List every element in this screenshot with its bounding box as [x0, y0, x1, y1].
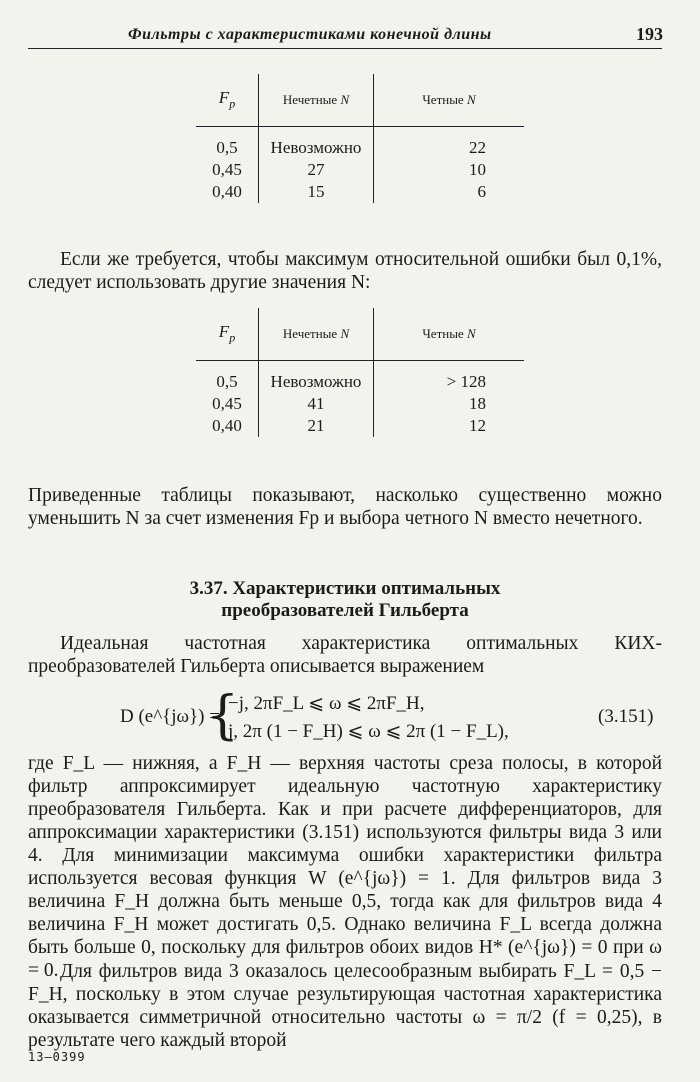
paragraph-after-tables: Приведенные таблицы показывают, насколько существенно можно уменьшить N за счет изменения Fp и выбора четного N вместо нечетного. — [28, 485, 662, 529]
cell-even: 18 — [374, 393, 525, 415]
section-heading-line-1: 3.37. Характеристики оптимальных — [189, 578, 501, 599]
table-row — [196, 127, 524, 160]
equation-number: (3.151) — [598, 706, 654, 727]
column-header-even-n: Четные N — [374, 74, 525, 127]
equation-case-2: j, 2π (1 − F_H) ⩽ ω ⩽ 2π (1 − F_L), — [228, 721, 509, 742]
cell-fp: 0,5 — [216, 372, 238, 391]
cell-fp: 0,45 — [212, 394, 242, 413]
header-rule — [28, 48, 662, 49]
cell-odd: Невозможно — [259, 127, 374, 160]
cell-odd: 21 — [259, 415, 374, 437]
column-header-odd-n: Нечетные N — [259, 74, 374, 127]
cell-fp: 0,40 — [212, 416, 242, 435]
table-header-row — [196, 308, 524, 361]
table-fp-n-1 — [196, 74, 524, 203]
signature-mark: 13—0399 — [28, 1050, 86, 1064]
cell-fp: 0,5 — [216, 138, 238, 157]
paragraph-intro: Идеальная частотная характеристика оптимальных КИХ-преобразователей Гильберта описывается выражением — [28, 633, 662, 677]
equation-lhs: D (e^{jω}) = — [120, 706, 220, 727]
cell-fp: 0,45 — [212, 160, 242, 179]
cell-odd: 41 — [259, 393, 374, 415]
section-heading-line-2: преобразователей Гильберта — [221, 600, 469, 621]
cell-even: 12 — [374, 415, 525, 437]
table-row — [196, 415, 524, 437]
page-number: 193 — [636, 24, 663, 44]
cell-even: 6 — [374, 181, 525, 203]
column-header-even-n: Четные N — [374, 308, 525, 361]
paragraph-last: Для фильтров вида 3 оказалось целесообразным выбирать F_L = 0,5 − F_H, поскольку в этом случае результирующая частотная характеристика оказывается симметричной относительно частоты ω = π/2 (f = 0,25), в результате чего каждый второй — [28, 961, 662, 1051]
table-row — [196, 361, 524, 394]
table-fp-n-2 — [196, 308, 524, 437]
running-header-title: Фильтры с характеристиками конечной длины — [128, 26, 492, 43]
column-header-fp: $F_p$ — [196, 74, 259, 127]
column-header-odd-n: Нечетные N — [259, 308, 374, 361]
cell-odd: Невозможно — [259, 361, 374, 394]
paragraph-between-tables: Если же требуется, чтобы максимум относительной ошибки был 0,1%, следует использовать другие значения N: — [28, 249, 662, 293]
table-row — [196, 393, 524, 415]
equation-case-1: −j, 2πF_L ⩽ ω ⩽ 2πF_H, — [228, 693, 425, 714]
cell-even: 22 — [374, 127, 525, 160]
table-row — [196, 181, 524, 203]
cell-odd: 15 — [259, 181, 374, 203]
equation-3-151 — [120, 686, 660, 748]
cell-even: 10 — [374, 159, 525, 181]
column-header-fp: $F_p$ — [196, 308, 259, 361]
table-header-row — [196, 74, 524, 127]
table-row — [196, 159, 524, 181]
equation-brace: { — [206, 686, 240, 746]
cell-fp: 0,40 — [212, 182, 242, 201]
cell-odd: 27 — [259, 159, 374, 181]
cell-even: > 128 — [374, 361, 525, 394]
paragraph-main: где F_L — нижняя, а F_H — верхняя частоты среза полосы, в которой фильтр аппроксимирует идеальную частотную характеристику преобразователя Гильберта. Как и при расчете дифференциаторов, для аппроксимации характеристики (3.151) используются фильтры вида 3 или 4. Для минимизации максимума ошибки характеристики фильтра используется весовая функция W (e^{jω}) = 1. Для фильтров вида 3 величина F_H должна быть меньше 0,5, тогда как для фильтров вида 4 величина F_H может достигать 0,5. Однако величина F_L всегда должна быть больше 0, поскольку для фильтров обоих видов H* (e^{jω}) = 0 при ω = 0. — [28, 753, 662, 981]
